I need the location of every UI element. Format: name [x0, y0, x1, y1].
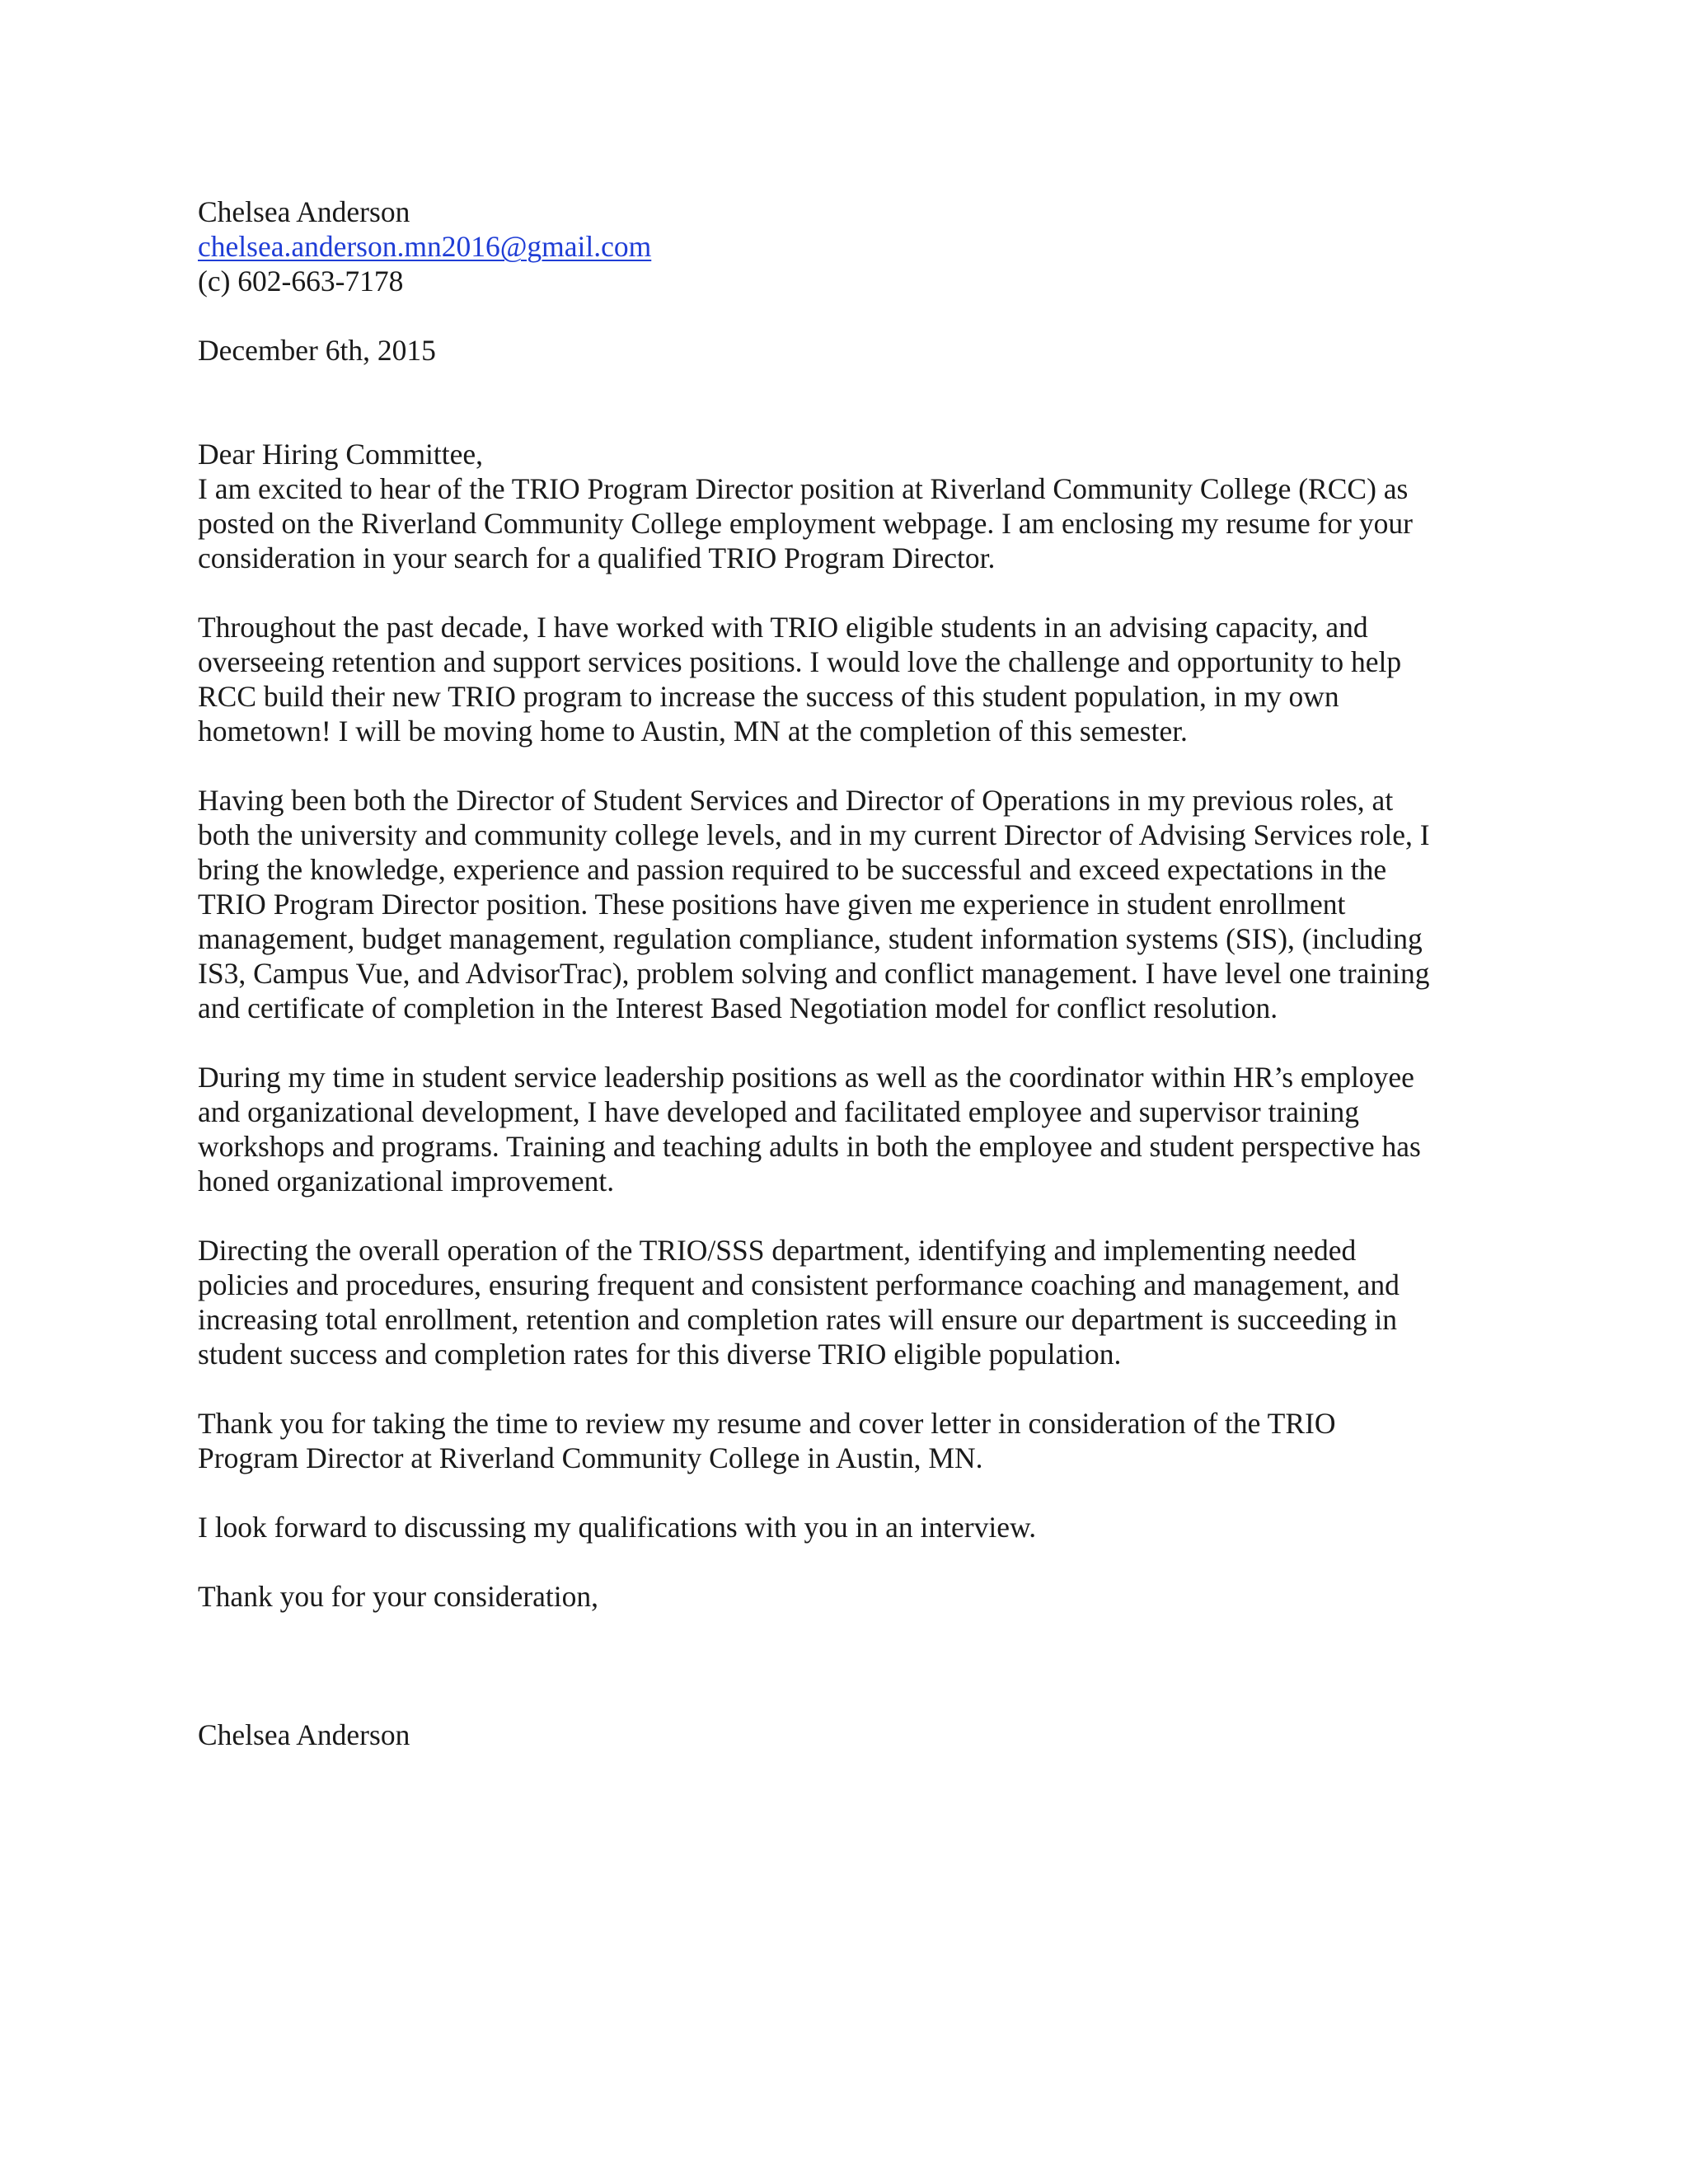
sender-phone: (c) 602-663-7178 — [198, 265, 404, 298]
salutation: Dear Hiring Committee, — [198, 438, 484, 471]
paragraph-line: RCC build their new TRIO program to increase the success of this student population, in my own — [198, 680, 1339, 713]
signature-name: Chelsea Anderson — [198, 1718, 410, 1751]
paragraph-line: I look forward to discussing my qualifications with you in an interview. — [198, 1511, 1037, 1544]
paragraph-line: and organizational development, I have developed and facilitated employee and supervisor training — [198, 1095, 1359, 1128]
paragraph-leadership — [198, 1060, 1500, 1198]
cover-letter — [198, 194, 1500, 1752]
paragraph-line: IS3, Campus Vue, and AdvisorTrac), problem solving and conflict management. I have level one training — [198, 957, 1430, 990]
letter-date: December 6th, 2015 — [198, 334, 436, 367]
paragraph-line: Thank you for taking the time to review my resume and cover letter in consideration of the TRIO — [198, 1407, 1336, 1440]
sender-name: Chelsea Anderson — [198, 195, 410, 228]
paragraph-line: increasing total enrollment, retention and completion rates will ensure our department is succeeding in — [198, 1303, 1398, 1336]
paragraph-line: management, budget management, regulation compliance, student information systems (SIS), (including — [198, 922, 1423, 955]
paragraph-line: policies and procedures, ensuring frequent and consistent performance coaching and management, and — [198, 1268, 1400, 1301]
paragraph-line: both the university and community college levels, and in my current Director of Advising Services role, I — [198, 818, 1430, 851]
paragraph-line: Having been both the Director of Student Services and Director of Operations in my previous roles, at — [198, 784, 1394, 817]
paragraph-line: Program Director at Riverland Community College in Austin, MN. — [198, 1441, 983, 1474]
closing: Thank you for your consideration, — [198, 1580, 599, 1613]
paragraph-thanks — [198, 1406, 1500, 1475]
paragraph-line: Throughout the past decade, I have worked with TRIO eligible students in an advising capacity, and — [198, 611, 1368, 644]
paragraph-line: posted on the Riverland Community College employment webpage. I am enclosing my resume for your — [198, 507, 1413, 540]
paragraph-line: bring the knowledge, experience and passion required to be successful and exceed expectations in the — [198, 853, 1387, 886]
paragraph-experience — [198, 610, 1500, 748]
sender-block — [198, 194, 1500, 298]
paragraph-line: overseeing retention and support services positions. I would love the challenge and opportunity to help — [198, 645, 1402, 678]
paragraph-interview — [198, 1510, 1500, 1544]
paragraph-roles — [198, 783, 1500, 1025]
paragraph-line: workshops and programs. Training and teaching adults in both the employee and student perspective has — [198, 1130, 1421, 1163]
paragraph-line: hometown! I will be moving home to Austin, MN at the completion of this semester. — [198, 715, 1188, 748]
paragraph-line: consideration in your search for a qualified TRIO Program Director. — [198, 541, 996, 574]
paragraph-line: and certificate of completion in the Interest Based Negotiation model for conflict resolution. — [198, 991, 1278, 1024]
paragraph-line: Directing the overall operation of the TRIO/SSS department, identifying and implementing needed — [198, 1234, 1357, 1267]
paragraph-goals — [198, 1233, 1500, 1371]
sender-email-link[interactable]: chelsea.anderson.mn2016@gmail.com — [198, 230, 652, 263]
paragraph-line: honed organizational improvement. — [198, 1165, 615, 1197]
paragraph-line: TRIO Program Director position. These positions have given me experience in student enrollment — [198, 888, 1346, 921]
paragraph-intro — [198, 471, 1500, 575]
paragraph-line: During my time in student service leadership positions as well as the coordinator within HR’s employee — [198, 1061, 1414, 1094]
paragraph-line: I am excited to hear of the TRIO Program Director position at Riverland Community College (RCC) as — [198, 472, 1409, 505]
paragraph-line: student success and completion rates for this diverse TRIO eligible population. — [198, 1338, 1122, 1371]
